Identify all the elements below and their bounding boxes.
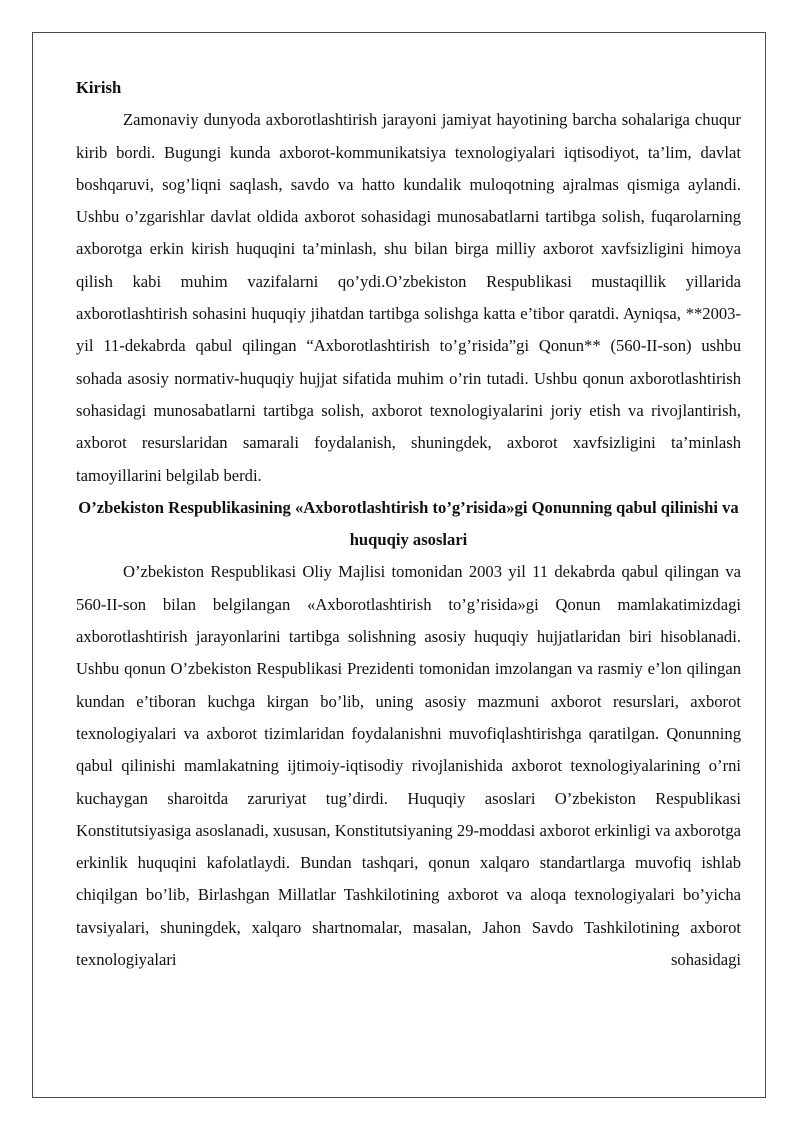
section-paragraph: O’zbekiston Respublikasi Oliy Majlisi tomonidan 2003 yil 11 dekabrda qabul qilingan va 560-II-son bilan belgilangan «Axborotlashtirish to’g’risida»gi Qonun mamlakatimizdagi axborotlashtirish jarayonlarini tartibga solishning asosiy huquqiy hujjatlaridan biri hisoblanadi. Ushbu qonun O’zbekiston Respublikasi Prezidenti tomonidan imzolangan va rasmiy e’lon qilingan kundan e’tiboran kuchga kirgan bo’lib, uning asosiy mazmuni axborot resurslari, axborot texnologiyalari va axborot tizimlaridan foydalanishni muvofiqlashtirishga qaratilgan. Qonunning qabul qilinishi mamlakatning ijtimoiy-iqtisodiy rivojlanishida axborot texnologiyalarining o’rni kuchaygan sharoitda zaruriyat tug’dirdi. Huquqiy asoslari O’zbekiston Respublikasi Konstitutsiyasiga asoslanadi, xususan, Konstitutsiyaning 29-moddasi axborot erkinligi va axborotga erkinlik huquqini kafolatlaydi. Bundan tashqari, qonun xalqaro standartlarga muvofiq ishlab chiqilgan bo’lib, Birlashgan Millatlar Tashkilotining axborot va aloqa texnologiyalari bo’yicha tavsiyalari, shuningdek, xalqaro shartnomalar, masalan, Jahon Savdo Tashkilotining axborot texnologiyalari sohasidagi — [76, 562, 741, 970]
document-content — [76, 72, 741, 976]
intro-heading: Kirish — [76, 78, 122, 97]
section-heading: O’zbekiston Respublikasining «Axborotlashtirish to’g’risida»gi Qonunning qabul qilinishi va huquqiy asoslari — [78, 497, 739, 550]
intro-paragraph: Zamonaviy dunyoda axborotlashtirish jarayoni jamiyat hayotining barcha sohalariga chuqur kirib bordi. Bugungi kunda axborot-kommunikatsiya texnologiyalari iqtisodiyot, ta’lim, davlat boshqaruvi, sog’liqni saqlash, savdo va hatto kundalik muloqotning ajralmas qismiga aylandi. Ushbu o’zgarishlar davlat oldida axborot sohasidagi munosabatlarni tartibga solish, fuqarolarning axborotga erkin kirish huquqini ta’minlash, shu bilan birga milliy axborot xavfsizligini himoya qilish kabi muhim vazifalarni qo’ydi.O’zbekiston Respublikasi mustaqillik yillarida axborotlashtirish sohasini huquqiy jihatdan tartibga solishga katta e’tibor qaratdi. Ayniqsa, **2003-yil 11-dekabrda qabul qilingan “Axborotlashtirish to’g’risida”gi Qonun** (560-II-son) ushbu sohada asosiy normativ-huquqiy hujjat sifatida muhim o’rin tutadi. Ushbu qonun axborotlashtirish sohasidagi munosabatlarni tartibga solish, axborot texnologiyalarini joriy etish va rivojlantirish, axborot resurslaridan samarali foydalanish, shuningdek, axborot xavfsizligini ta’minlash tamoyillarini belgilab berdi. — [76, 110, 741, 485]
